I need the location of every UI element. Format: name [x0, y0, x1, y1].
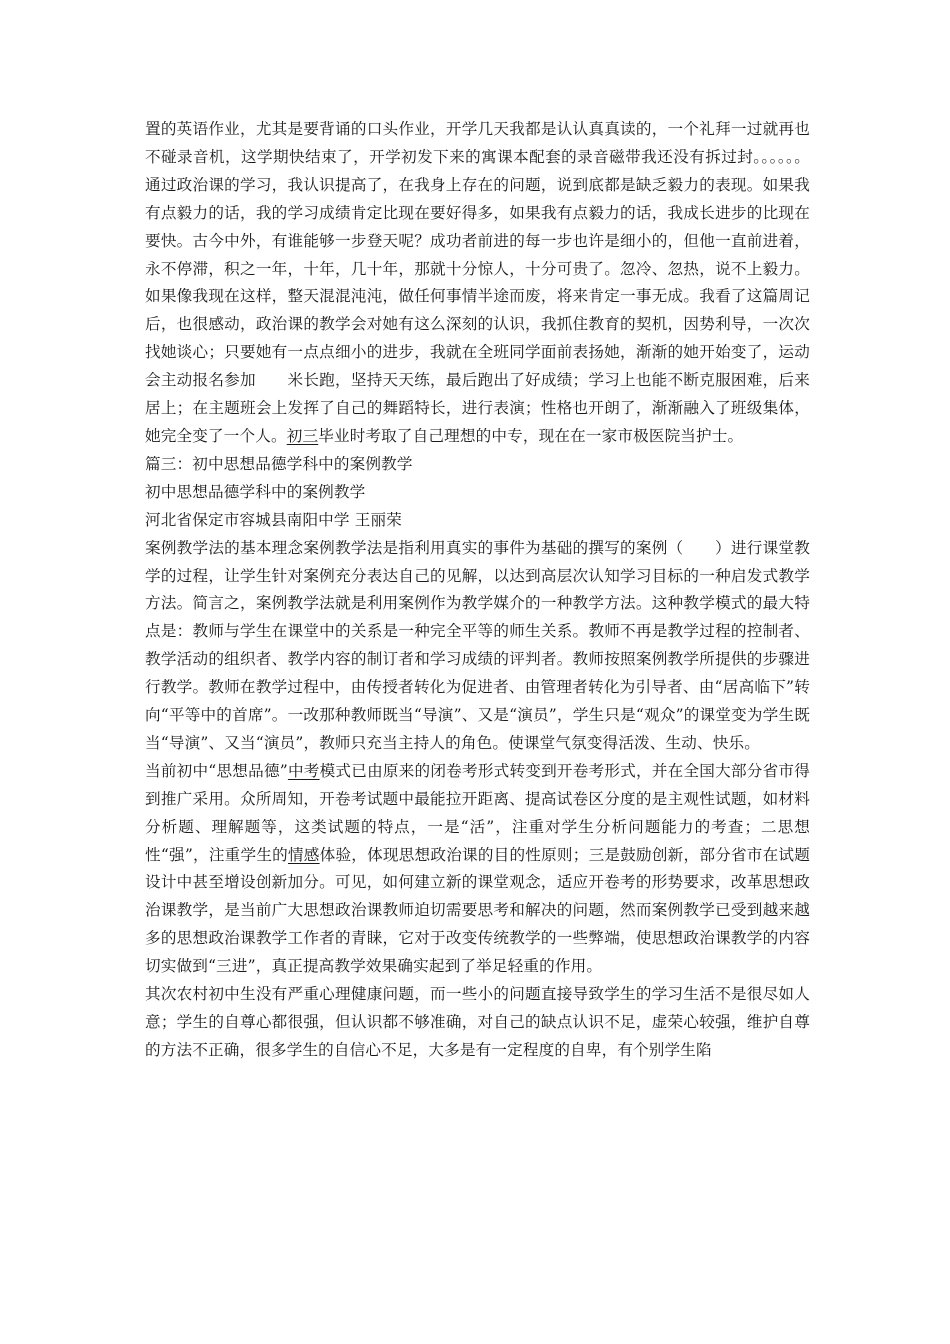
paragraph-2-part-1: 案例教学法的基本理念案例教学法是指利用真实的事件为基础的撰写的案例（ ）进行课堂教学的过程，让学生针对案例充分表达自己的见解，以达到高层次认知学习目标的一种启发式教学方法。简言之，案例教学法就是利用案例作为教学媒介的一种教学方法。这种教学模式的最大特点是：教师与学生在课堂中的关系是一种完全平等的师生关系。教师不再是教学过程的控制者、教学活动的组织者、教学内容的制订者和学习成绩的评判者。教师按照案例教学所提供的步骤进行教学。教师在教学过程中，由传授者转化为促进者、由管理者转化为引导者、由“居高临下”转向“平等中的首席”。一改那种教师既当“导演”、又是“演员”，学生只是“观众”的课堂变为学生既当“导演”、又当“演员”，教师只充当主持人的角色。使课堂气氛变得活泼、生动、快乐。: [145, 538, 810, 752]
section-heading: [145, 451, 810, 479]
link-qinggan[interactable]: 情感: [287, 845, 320, 864]
document-page: [145, 116, 810, 1065]
paragraph-2: [145, 535, 810, 758]
paragraph-1-part-1: 置的英语作业，尤其是要背诵的口头作业，开学几天我都是认认真真读的，一个礼拜一过就再也不碰录音机，这学期快结束了，开学初发下来的寓课本配套的录音磁带我还没有拆过封。。。。。。通过政治课的学习，我认识提高了，在我身上存在的问题，说到底都是缺乏毅力的表现。如果我有点毅力的话，我的学习成绩肯定比现在要好得多，如果我有点毅力的话，我成长进步的比现在要快。古今中外，有谁能够一步登天呢？成功者前进的每一步也许是细小的，但他一直前进着，永不停滞，积之一年，十年，几十年，那就十分惊人，十分可贵了。忽冷、忽热，说不上毅力。如果像我现在这样，整天混混沌沌，做任何事情半途而废，将来肯定一事无成。我看了这篇周记后，也很感动，政治课的教学会对她有这么深刻的认识，我抓住教育的契机，因势利导，一次次找她谈心；只要她有一点点细小的进步，我就在全班同学面前表扬她，渐渐的她开始变了，运动会主动报名参加 米长跑，坚持天天练，最后跑出了好成绩；学习上也能不断克服困难，后来居上；在主题班会上发挥了自己的舞蹈特长，进行表演；性格也开朗了，渐渐融入了班级集体，她完全变了一个人。: [145, 120, 810, 445]
paragraph-3-part-5: 体验，体现思想政治课的目的性原则；三是鼓励创新，部分省市在试题设计中甚至增设创新加分。可见，如何建立新的课堂观念，适应开卷考的形势要求，改革思想政治课教学，是当前广大思想政治课教师迫切需要思考和解决的问题，然而案例教学已受到越来越多的思想政治课教学工作者的青睐，它对于改变传统教学的一些弊端，使思想政治课教学的内容切实做到“三进”，真正提高教学效果确实起到了举足轻重的作用。: [145, 845, 810, 976]
section-heading-text: 篇三：初中思想品德学科中的案例教学: [145, 454, 413, 473]
paragraph-4-part-1: 其次农村初中生没有严重心理健康问题，而一些小的问题直接导致学生的学习生活不是很尽如人意；学生的自尊心都很强，但认识都不够准确，对自己的缺点认识不足，虚荣心较强，维护自尊的方法不正确，很多学生的自信心不足，大多是有一定程度的自卑，有个别学生陷: [145, 985, 810, 1059]
author-line-text: 河北省保定市容城县南阳中学 王丽荣: [145, 510, 403, 529]
paragraph-1-part-3: 毕业时考取了自己理想的中专，现在在一家市极医院当护士。: [318, 426, 744, 445]
paragraph-3-part-3: 模式已由原来的闭卷考形式转变到开卷考形式，并在全国大部分省市得到推广采用。众所周知，开卷考试题中最能拉开距离、提高试卷区分度的是主观性试题，如材料分析题、理解题等，这类试题的特点，一是“活”，注重对学生分析问题能力的考查；二思想性“强”，注重学生的: [145, 761, 810, 864]
link-zhongkao[interactable]: 中考: [287, 761, 320, 780]
paragraph-1: [145, 116, 810, 451]
link-chusan[interactable]: 初三: [286, 426, 319, 445]
article-title: [145, 479, 810, 507]
paragraph-3-part-1: 当前初中“思想品德”: [145, 761, 288, 780]
author-line: [145, 507, 810, 535]
paragraph-4: [145, 981, 810, 1065]
article-title-text: 初中思想品德学科中的案例教学: [145, 482, 366, 501]
paragraph-3: [145, 758, 810, 981]
